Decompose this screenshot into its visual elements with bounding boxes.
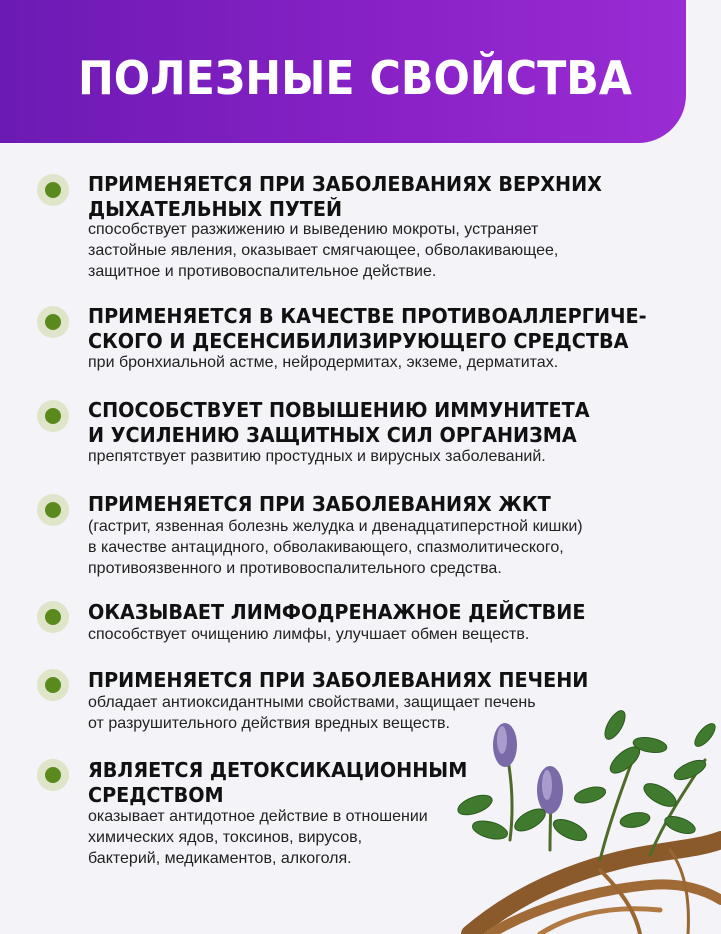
- item-title: ПРИМЕНЯЕТСЯ В КАЧЕСТВЕ ПРОТИВОАЛЛЕРГИЧЕ- СКОГО И ДЕСЕНСИБИЛИЗИРУЮЩЕГО СРЕДСТВА: [88, 304, 647, 353]
- item-description: оказывает антидотное действие в отношении химических ядов, токсинов, вирусов, бактерий, медикаментов, алкоголя.: [88, 808, 428, 867]
- green-dot-icon: [37, 306, 69, 338]
- item-title: ПРИМЕНЯЕТСЯ ПРИ ЗАБОЛЕВАНИЯХ ВЕРХНИХ ДЫХАТЕЛЬНЫХ ПУТЕЙ: [88, 172, 602, 221]
- page-title: ПОЛЕЗНЫЕ СВОЙСТВА: [77, 51, 633, 105]
- item-description: препятствует развитию простудных и вирусных заболеваний.: [88, 448, 546, 465]
- header-banner: [0, 0, 686, 143]
- green-dot-icon: [37, 601, 69, 633]
- item-description: (гастрит, язвенная болезнь желудка и двенадцатиперстной кишки) в качестве антацидного, обволакивающего, спазмолитического, противоязвенного и противовоспалительного средства.: [88, 518, 583, 577]
- item-title: ПРИМЕНЯЕТСЯ ПРИ ЗАБОЛЕВАНИЯХ ЖКТ: [88, 492, 551, 516]
- item-title: СПОСОБСТВУЕТ ПОВЫШЕНИЮ ИММУНИТЕТА И УСИЛЕНИЮ ЗАЩИТНЫХ СИЛ ОРГАНИЗМА: [88, 398, 590, 447]
- item-description: при бронхиальной астме, нейродермитах, экземе, дерматитах.: [88, 354, 559, 371]
- green-dot-icon: [37, 400, 69, 432]
- licorice-plant-illustration: [450, 700, 721, 934]
- item-description: способствует очищению лимфы, улучшает обмен веществ.: [88, 626, 530, 643]
- item-title: ОКАЗЫВАЕТ ЛИМФОДРЕНАЖНОЕ ДЕЙСТВИЕ: [88, 600, 586, 624]
- item-description: способствует разжижению и выведению мокроты, устраняет застойные явления, оказывает смягчающее, обволакивающее, защитное и противовоспалительное действие.: [88, 221, 559, 280]
- green-dot-icon: [37, 759, 69, 791]
- green-dot-icon: [37, 174, 69, 206]
- green-dot-icon: [37, 494, 69, 526]
- item-title: ЯВЛЯЕТСЯ ДЕТОКСИКАЦИОННЫМ СРЕДСТВОМ: [88, 758, 468, 807]
- green-dot-icon: [37, 669, 69, 701]
- item-title: ПРИМЕНЯЕТСЯ ПРИ ЗАБОЛЕВАНИЯХ ПЕЧЕНИ: [88, 668, 589, 692]
- item-description: обладает антиоксидантными свойствами, защищает печень от разрушительного действия вредных веществ.: [88, 694, 536, 732]
